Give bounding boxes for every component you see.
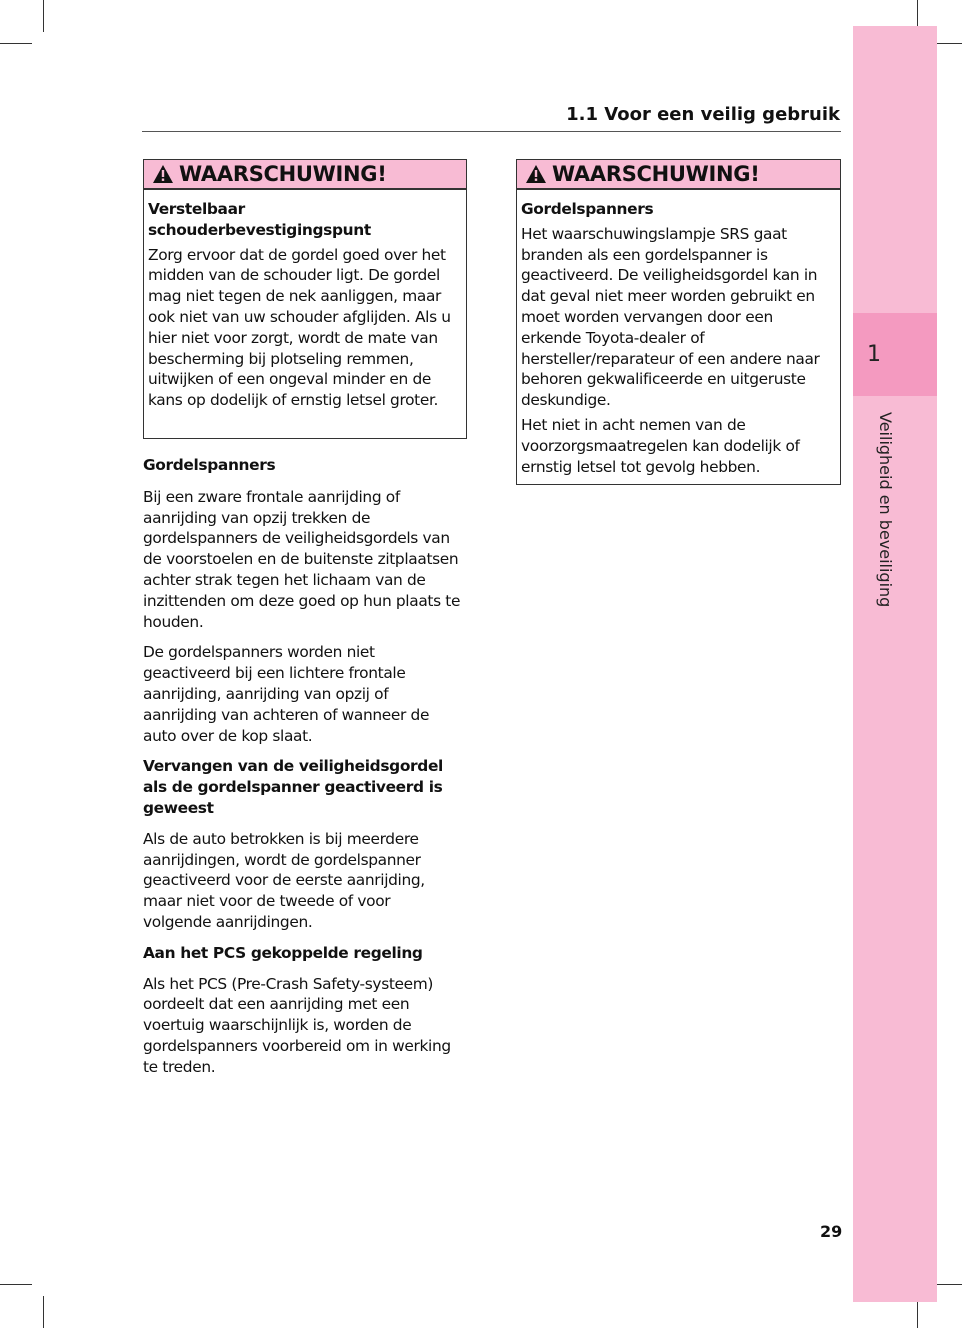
body-paragraph: Als de auto betrokken is bij meerdere aanrijdingen, wordt de gordelspanner geactiveerd voor de eerste aanrijding, maar niet voor de tweede of voor volgende aanrijdingen.: [143, 829, 425, 931]
section-heading: Gordelspanners: [143, 456, 276, 474]
body-paragraph: Bij een zware frontale aanrijding of aanrijding van opzij trekken de gordelspanners de veiligheidsgordels van de voorstoelen en de buitenste zitplaatsen achter strak tegen het lichaam van de inzittenden om deze goed op hun plaats te houden.: [143, 487, 461, 631]
warning-heading: WAARSCHUWING!: [179, 162, 387, 186]
warning-title: Verstelbaar schouderbevestigingspunt: [148, 200, 371, 239]
warning-header: [144, 160, 466, 190]
header-rule: [142, 131, 841, 132]
warning-text: Zorg ervoor dat de gordel goed over het midden van de schouder ligt. De gordel mag niet tegen de nek aanliggen, maar ook niet van uw schouder afglijden. Als u hier niet voor zorgt, wordt de mate van bescherming bij plotseling remmen, uitwijken of een ongeval minder en de kans op dodelijk of ernstig letsel groter.: [148, 245, 451, 410]
section-heading: Vervangen van de veiligheidsgordel als de gordelspanner geactiveerd is geweest: [143, 757, 443, 817]
warning-heading: WAARSCHUWING!: [552, 162, 760, 186]
crop-mark: [0, 43, 32, 44]
warning-triangle-icon: [152, 164, 174, 184]
chapter-number: 1: [853, 313, 937, 396]
page-number: 29: [820, 1222, 843, 1241]
warning-header: [517, 160, 840, 190]
section-title: 1.1 Voor een veilig gebruik: [566, 104, 840, 125]
warning-box-left: [143, 159, 467, 439]
body-column: [143, 455, 468, 1078]
warning-title: Gordelspanners: [521, 200, 654, 218]
crop-mark: [43, 1296, 44, 1328]
chapter-side-tab: [853, 26, 937, 1302]
crop-mark: [0, 1284, 32, 1285]
warning-triangle-icon: [525, 164, 547, 184]
body-paragraph: De gordelspanners worden niet geactiveerd bij een lichtere frontale aanrijding, aanrijding van opzij of aanrijding van achteren of wanneer de auto over de kop slaat.: [143, 643, 430, 745]
section-heading: Aan het PCS gekoppelde regeling: [143, 943, 423, 962]
warning-box-right: [516, 159, 841, 485]
warning-text: Het niet in acht nemen van de voorzorgsmaatregelen kan dodelijk of ernstig letsel tot gevolg hebben.: [521, 415, 800, 476]
body-paragraph: Als het PCS (Pre-Crash Safety-systeem) oordeelt dat een aanrijding met een voertuig waarschijnlijk is, worden de gordelspanners voorbereid om in werking te treden.: [143, 974, 451, 1076]
crop-mark: [43, 0, 44, 32]
warning-text: Het waarschuwingslampje SRS gaat branden als een gordelspanner is geactiveerd. De veiligheidsgordel kan in dat geval niet meer worden gebruikt en moet worden vervangen door een erkende Toyota-dealer of hersteller/reparateur of een andere naar behoren gekwalificeerde en uitgeruste deskundige.: [521, 224, 820, 410]
chapter-label: Veiligheid en beveiliging: [876, 412, 895, 608]
